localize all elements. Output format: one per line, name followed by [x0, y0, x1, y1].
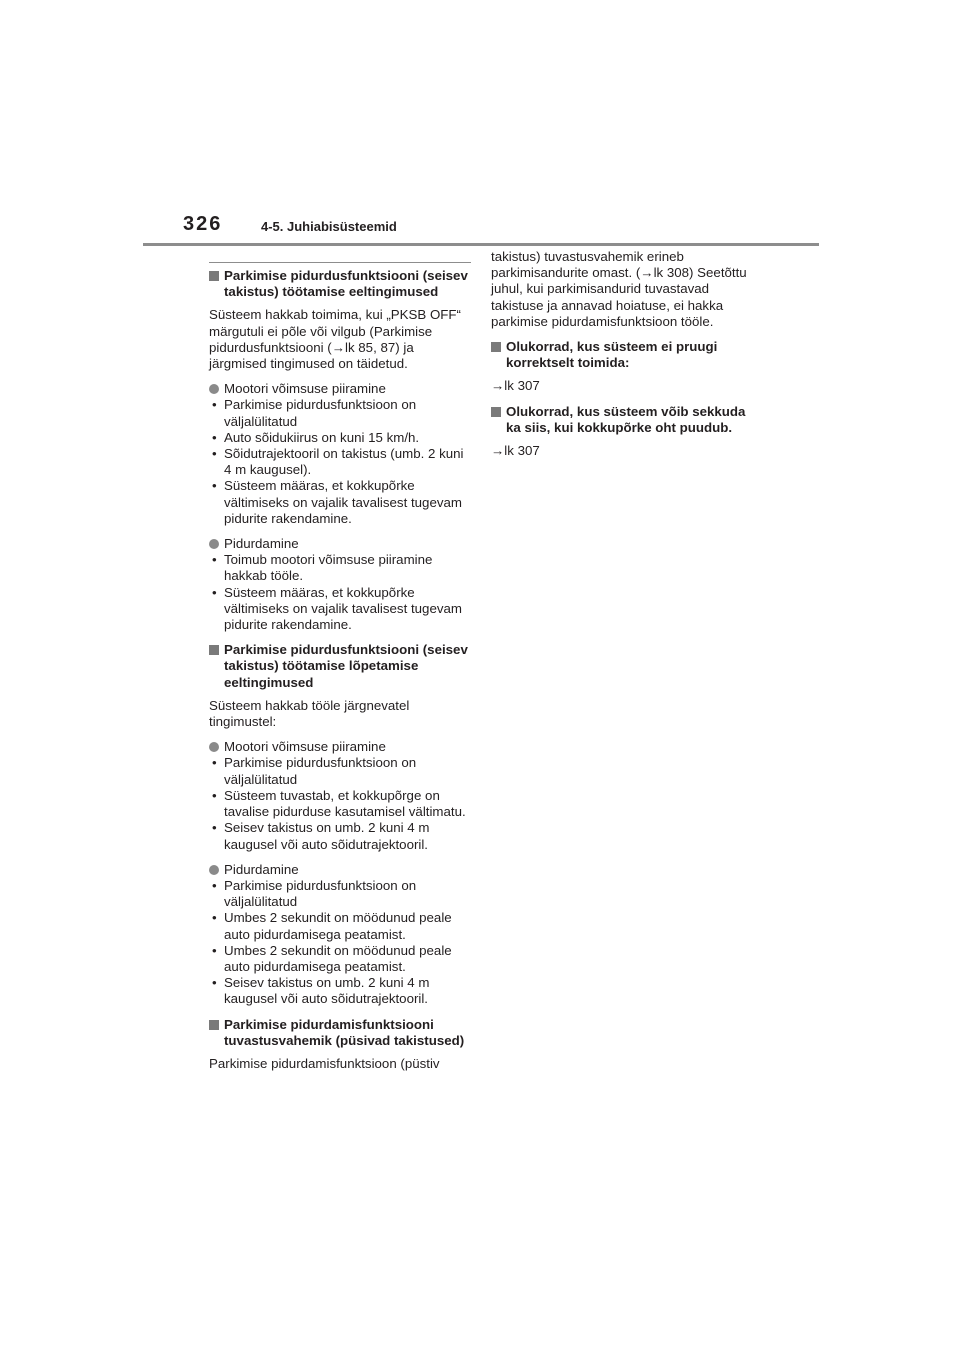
bullet-heading: Pidurdamine	[209, 536, 471, 552]
heading-malfunction-situations: Olukorrad, kus süsteem ei pruugi korrektselt toimida:	[491, 339, 753, 371]
paragraph: Parkimise pidurdamisfunktsioon (püstiv	[209, 1055, 440, 1071]
bullet-group	[209, 862, 471, 1008]
list-item: • Parkimise pidurdusfunktsioon on väljalülitatud	[212, 755, 417, 787]
bullet-heading: Mootori võimsuse piiramine	[209, 381, 471, 397]
header-rule	[143, 243, 819, 246]
circle-bullet-icon	[209, 742, 219, 752]
page-number: 326	[183, 213, 223, 235]
list-item: • Parkimise pidurdusfunktsioon on väljalülitatud	[212, 397, 417, 429]
heading-stop-conditions: Parkimise pidurdusfunktsiooni (seisev takistus) töötamise lõpetamise eeltingimused	[209, 642, 471, 691]
circle-bullet-icon	[209, 384, 219, 394]
bullet-heading: Mootori võimsuse piiramine	[209, 739, 471, 755]
paragraph: takistus) tuvastusvahemik erineb parkimisandurite omast. (→lk 308) Seetõttu juhul, kui parkimisandurid tuvastavad takistuse ja annavad hoiatuse, ei hakka parkimise pidurdamisfunktsioon tööle.	[491, 249, 747, 329]
bullet-heading: Pidurdamine	[209, 862, 471, 878]
list-item: • Auto sõidukiirus on kuni 15 km/h.	[212, 429, 420, 445]
circle-bullet-icon	[209, 865, 219, 875]
heading-operation-conditions: Parkimise pidurdusfunktsiooni (seisev takistus) töötamise eeltingimused	[209, 268, 471, 300]
page-reference: →lk 307	[491, 378, 540, 394]
square-bullet-icon	[209, 645, 219, 655]
section-title: 4-5. Juhiabisüsteemid	[261, 219, 397, 234]
list-item: • Süsteem määras, et kokkupõrke vältimiseks on vajalik tavalisest tugevam pidurite rakendamine.	[212, 584, 462, 633]
circle-bullet-icon	[209, 539, 219, 549]
list-item: • Parkimise pidurdusfunktsioon on väljalülitatud	[212, 877, 417, 910]
square-bullet-icon	[491, 407, 501, 417]
paragraph: Süsteem hakkab tööle järgnevatel tingimustel:	[209, 697, 410, 730]
bullet-group	[209, 536, 471, 633]
page-header	[0, 0, 960, 250]
list-item: • Süsteem määras, et kokkupõrke vältimiseks on vajalik tavalisest tugevam pidurite rakendamine.	[212, 478, 462, 526]
bullet-group	[209, 739, 471, 852]
list-item: • Umbes 2 sekundit on möödunud peale auto pidurdamisega peatamist.	[212, 942, 452, 974]
list-item: • Süsteem tuvastab, et kokkupõrge on tavalise pidurduse kasutamisel vältimatu.	[212, 787, 466, 820]
list-item: • Sõidutrajektooril on takistus (umb. 2 kuni 4 m kaugusel).	[212, 446, 464, 478]
square-bullet-icon	[209, 1020, 219, 1030]
left-column	[209, 262, 471, 1081]
list-item: • Seisev takistus on umb. 2 kuni 4 m kaugusel või auto sõidutrajektooril.	[212, 975, 430, 1007]
list-item: • Umbes 2 sekundit on möödunud peale auto pidurdamisega peatamist.	[212, 910, 452, 942]
square-bullet-icon	[491, 342, 501, 352]
page-reference: →lk 307	[491, 443, 540, 459]
right-column	[491, 249, 753, 468]
list-item: • Seisev takistus on umb. 2 kuni 4 m kaugusel või auto sõidutrajektooril.	[212, 820, 430, 852]
bullet-group	[209, 381, 471, 527]
list-item: • Toimub mootori võimsuse piiramine hakkab tööle.	[212, 552, 433, 584]
paragraph: Süsteem hakkab toimima, kui „PKSB OFF“ märgutuli ei põle või vilgub (Parkimise pidurdusfunktsiooni (→lk 85, 87) ja järgmised tingimused on täidetud.	[209, 307, 461, 372]
heading-detection-range: Parkimise pidurdamisfunktsiooni tuvastusvahemik (püsivad takistused)	[209, 1017, 471, 1049]
heading-intervention-situations: Olukorrad, kus süsteem võib sekkuda ka siis, kui kokkupõrke oht puudub.	[491, 404, 753, 436]
square-bullet-icon	[209, 271, 219, 281]
